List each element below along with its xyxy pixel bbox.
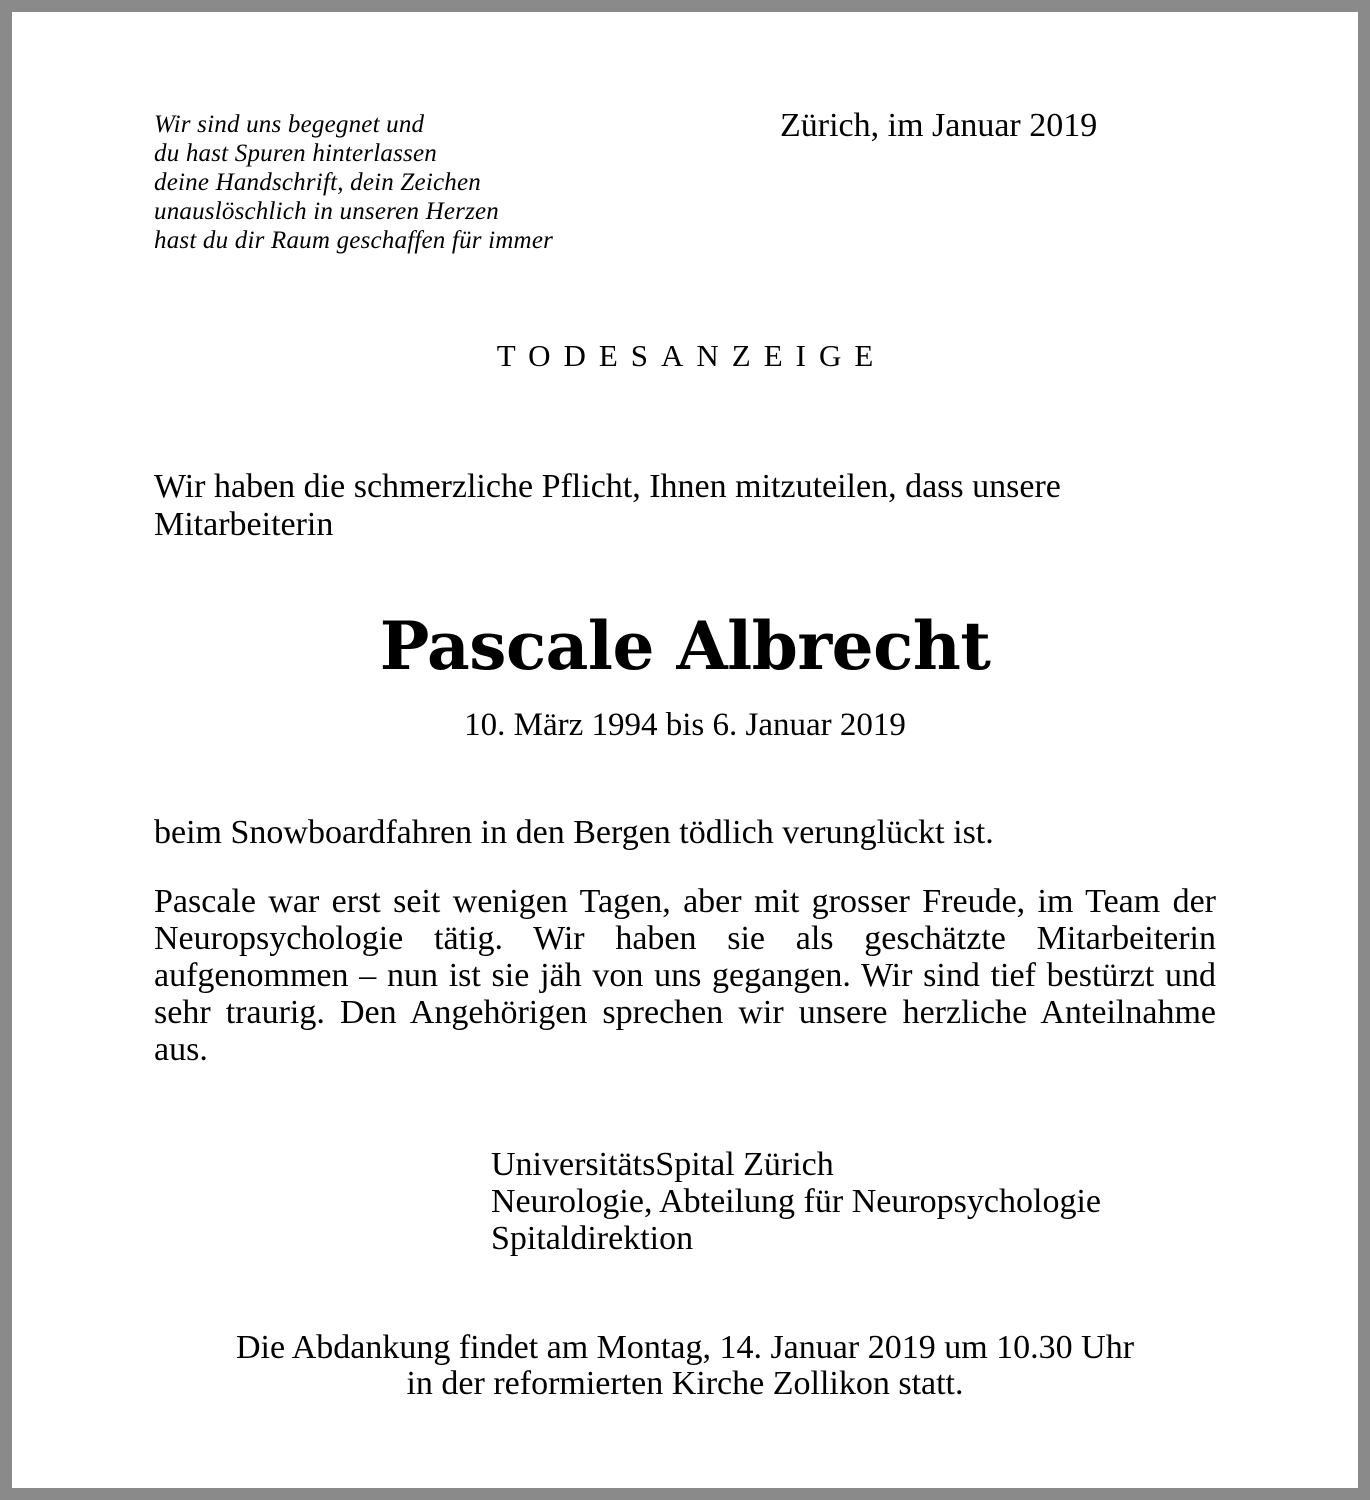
- sender-line: Neurologie, Abteilung für Neuropsychologie: [491, 1183, 1101, 1220]
- poem-block: [154, 110, 553, 255]
- sender-line: Spitaldirektion: [491, 1220, 694, 1257]
- intro-text: Wir haben die schmerzliche Pflicht, Ihnen mitzuteilen, dass unsere Mitarbeiterin: [154, 468, 1061, 543]
- poem-line: unauslöschlich in unseren Herzen: [154, 198, 500, 225]
- body-paragraph: Pascale war erst seit wenigen Tagen, aber mit grosser Freude, im Team der Neuropsychologie tätig. Wir haben sie als geschätzte Mitarbeiterin aufgenommen – nun ist sie jäh von uns gegangen. Wir sind tief bestürzt und sehr traurig. Den Angehörigen sprechen wir unsere herzliche Anteilnahme aus.: [154, 883, 1216, 1068]
- poem-line: deine Handschrift, dein Zeichen: [154, 169, 481, 196]
- poem-line: hast du dir Raum geschaffen für immer: [154, 227, 554, 254]
- sender-line: UniversitätsSpital Zürich: [491, 1146, 834, 1183]
- ceremony-info: [12, 1330, 1358, 1402]
- place-date: Zürich, im Januar 2019: [780, 107, 1098, 144]
- sender-block: [491, 1146, 1101, 1257]
- poem-line: Wir sind uns begegnet und: [154, 111, 425, 138]
- accident-text: beim Snowboardfahren in den Bergen tödlich verunglückt ist.: [154, 814, 994, 851]
- deceased-name: Pascale Albrecht: [379, 607, 991, 685]
- ceremony-line: in der reformierten Kirche Zollikon statt.: [406, 1365, 964, 1402]
- obituary-page: [12, 12, 1358, 1488]
- ceremony-line: Die Abdankung findet am Montag, 14. Januar 2019 um 10.30 Uhr: [235, 1329, 1135, 1366]
- life-dates: 10. März 1994 bis 6. Januar 2019: [464, 707, 906, 743]
- notice-heading: TODESANZEIGE: [496, 338, 887, 373]
- poem-line: du hast Spuren hinterlassen: [154, 140, 437, 167]
